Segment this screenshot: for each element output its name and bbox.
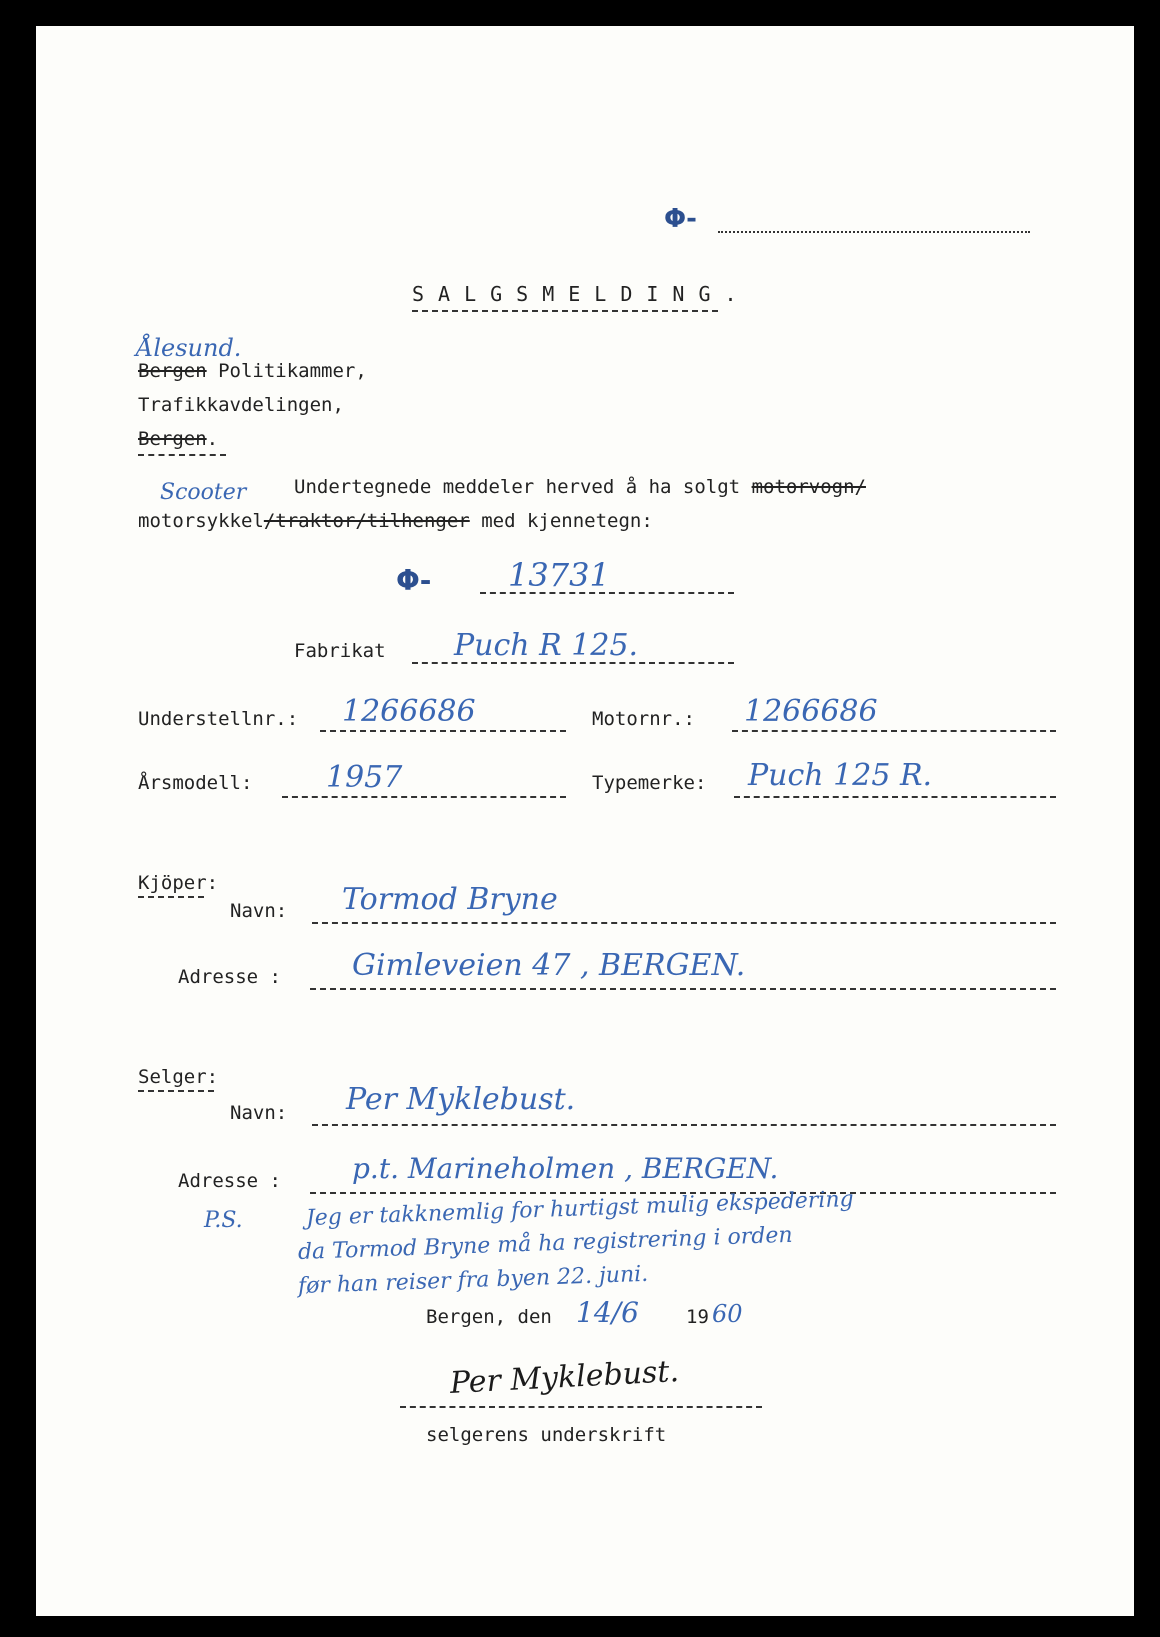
scooter-handwritten: Scooter — [160, 480, 247, 505]
postscript-line3: før han reiser fra byen 22. juni. — [297, 1261, 649, 1299]
typemerke-value: Puch 125 R. — [748, 758, 933, 793]
intro-line1-struck: motorvogn/ — [751, 476, 866, 498]
addressee-line1 — [138, 360, 367, 382]
document-page — [36, 26, 1134, 1616]
place-date-prefix: Bergen, den — [426, 1306, 552, 1328]
addressee-underline — [138, 454, 226, 456]
addressee-line3 — [138, 428, 218, 450]
addressee-line1-rest: Politikammer, — [206, 360, 367, 382]
typemerke-label: Typemerke: — [592, 772, 707, 794]
registration-line — [480, 592, 734, 594]
seller-address-label: Adresse : — [178, 1170, 281, 1192]
seller-heading-underline — [138, 1090, 214, 1092]
buyer-address-value: Gimleveien 47 , BERGEN. — [352, 948, 746, 983]
typemerke-line — [734, 796, 1056, 798]
buyer-heading-underline — [138, 896, 204, 898]
postscript-label: P.S. — [204, 1208, 243, 1233]
addressee-line3-rest: . — [206, 428, 219, 450]
arsmodell-value: 1957 — [326, 760, 403, 795]
buyer-name-line — [312, 922, 1056, 924]
buyer-address-label: Adresse : — [178, 966, 281, 988]
addressee-line2: Trafikkavdelingen, — [138, 394, 344, 416]
motor-value: 1266686 — [744, 694, 878, 729]
year-handwritten: 60 — [712, 1300, 743, 1328]
seller-name-value: Per Myklebust. — [346, 1082, 576, 1117]
addressee-city-handwritten: Ålesund. — [136, 334, 242, 362]
intro-line2-start: motorsykkel — [138, 510, 264, 532]
fabrikat-label: Fabrikat — [294, 640, 386, 662]
buyer-address-line — [310, 988, 1056, 990]
header-reg-line — [718, 231, 1030, 233]
seller-name-label: Navn: — [230, 1102, 288, 1124]
fabrikat-value: Puch R 125. — [454, 628, 639, 663]
buyer-heading: Kjöper: — [138, 872, 219, 894]
seller-heading: Selger: — [138, 1066, 219, 1088]
seller-name-line — [312, 1124, 1056, 1126]
intro-line2-end: med kjennetegn: — [469, 510, 653, 532]
buyer-name-label: Navn: — [230, 900, 288, 922]
place-date — [426, 1306, 552, 1328]
addressee-line3-struck: Bergen — [138, 428, 207, 450]
signature-label: selgerens underskrift — [426, 1424, 667, 1446]
motor-line — [732, 730, 1056, 732]
arsmodell-label: Årsmodell: — [138, 772, 253, 794]
postscript-line2: da Tormod Bryne må ha registrering i orden — [297, 1222, 793, 1265]
seller-address-value: p.t. Marineholmen , BERGEN. — [352, 1152, 779, 1185]
seller-signature: Per Myklebust. — [449, 1354, 680, 1401]
intro-line2 — [138, 510, 653, 532]
registration-prefix: Φ- — [396, 564, 432, 597]
arsmodell-line — [282, 796, 566, 798]
intro-line2-struck: /traktor/tilhenger — [263, 510, 470, 532]
buyer-name-value: Tormod Bryne — [342, 882, 558, 917]
understell-value: 1266686 — [342, 694, 476, 729]
title-underline — [412, 310, 718, 312]
signature-line — [400, 1406, 762, 1408]
intro-line1-text: Undertegnede meddeler herved å ha solgt — [294, 476, 741, 498]
understell-line — [320, 730, 566, 732]
addressee-city-struck: Bergen — [138, 360, 207, 382]
fabrikat-line — [412, 662, 734, 664]
understell-label: Understellnr.: — [138, 708, 299, 730]
registration-number: 13731 — [508, 556, 610, 594]
date-handwritten: 14/6 — [576, 1296, 639, 1329]
year-typed: 19 — [686, 1306, 709, 1328]
header-reg-prefix: Φ- — [664, 204, 697, 234]
intro-line1 — [294, 476, 866, 498]
motor-label: Motornr.: — [592, 708, 695, 730]
document-title: SALGSMELDING. — [412, 282, 751, 306]
postscript-line1: Jeg er takknemlig for hurtigst mulig ekspedering — [305, 1186, 855, 1231]
